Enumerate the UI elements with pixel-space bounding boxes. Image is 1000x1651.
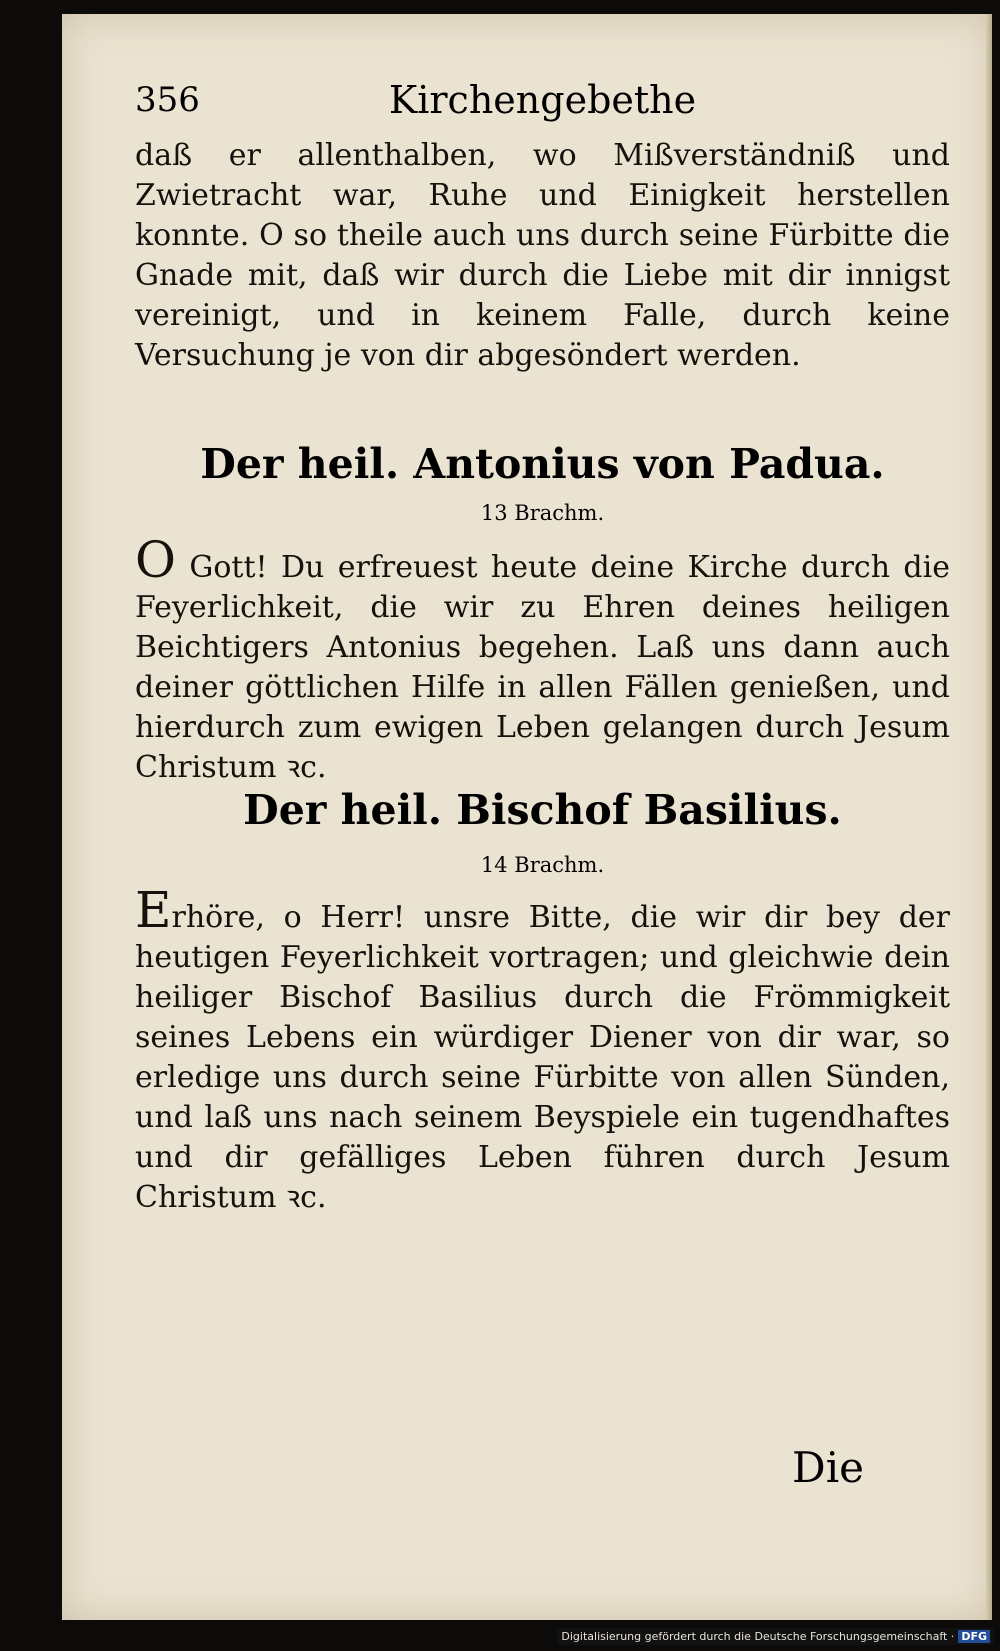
prayer-basilius xyxy=(135,881,950,1218)
prayer-antonius xyxy=(135,531,950,788)
dfg-logo: DFG xyxy=(958,1630,990,1643)
prayer-body-basilius: rhöre, o Herr! unsre Bitte, die wir dir bey der heutigen Feyerlichkeit vortragen; und gleichwie dein heiliger Bischof Basilius durch die Frömmigkeit seines Lebens ein würdiger Diener von dir war, so erledige uns durch seine Fürbitte von allen Sünden, und laß uns nach seinem Beyspiele ein tugendhaftes und dir gefälliges Leben führen durch Jesum Christum ꝛc. xyxy=(135,900,950,1215)
prayer-block-basilius xyxy=(135,881,950,1218)
prayer-body-antonius: Gott! Du erfreuest heute deine Kirche durch die Feyerlichkeit, die wir zu Ehren deines heiligen Beichtigers Antonius begehen. Laß uns dann auch deiner göttlichen Hilfe in allen Fällen genießen, und hierdurch zum ewigen Leben gelangen durch Jesum Christum ꝛc. xyxy=(135,550,950,785)
intro-paragraph: daß er allenthalben, wo Mißverständniß und Zwietracht war, Ruhe und Einigkeit herstellen konnte. O so theile auch uns durch seine Fürbitte die Gnade mit, daß wir durch die Liebe mit dir innigst vereinigt, und in keinem Falle, durch keine Versuchung je von dir abgesöndert werden. xyxy=(135,138,950,373)
page-edge xyxy=(986,14,992,1620)
intro-text-block xyxy=(135,136,950,376)
digitization-credit xyxy=(557,1628,994,1645)
prayer-block-antonius xyxy=(135,531,950,788)
catchword: Die xyxy=(792,1443,864,1492)
drop-initial-antonius: O xyxy=(135,531,176,589)
page-header xyxy=(135,76,950,126)
section-title-basilius: Der heil. Bischof Basilius. xyxy=(243,786,842,834)
book-page xyxy=(62,14,992,1620)
credit-text: Digitalisierung gefördert durch die Deutsche Forschungsgemeinschaft · xyxy=(561,1630,955,1643)
running-title: Kirchengebethe xyxy=(388,78,697,122)
section-title-antonius: Der heil. Antonius von Padua. xyxy=(200,440,885,488)
section-date-antonius: 13 Brachm. xyxy=(480,501,605,525)
drop-initial-basilius: E xyxy=(135,881,172,939)
page-number: 356 xyxy=(135,80,200,120)
section-date-basilius: 14 Brachm. xyxy=(480,853,605,877)
